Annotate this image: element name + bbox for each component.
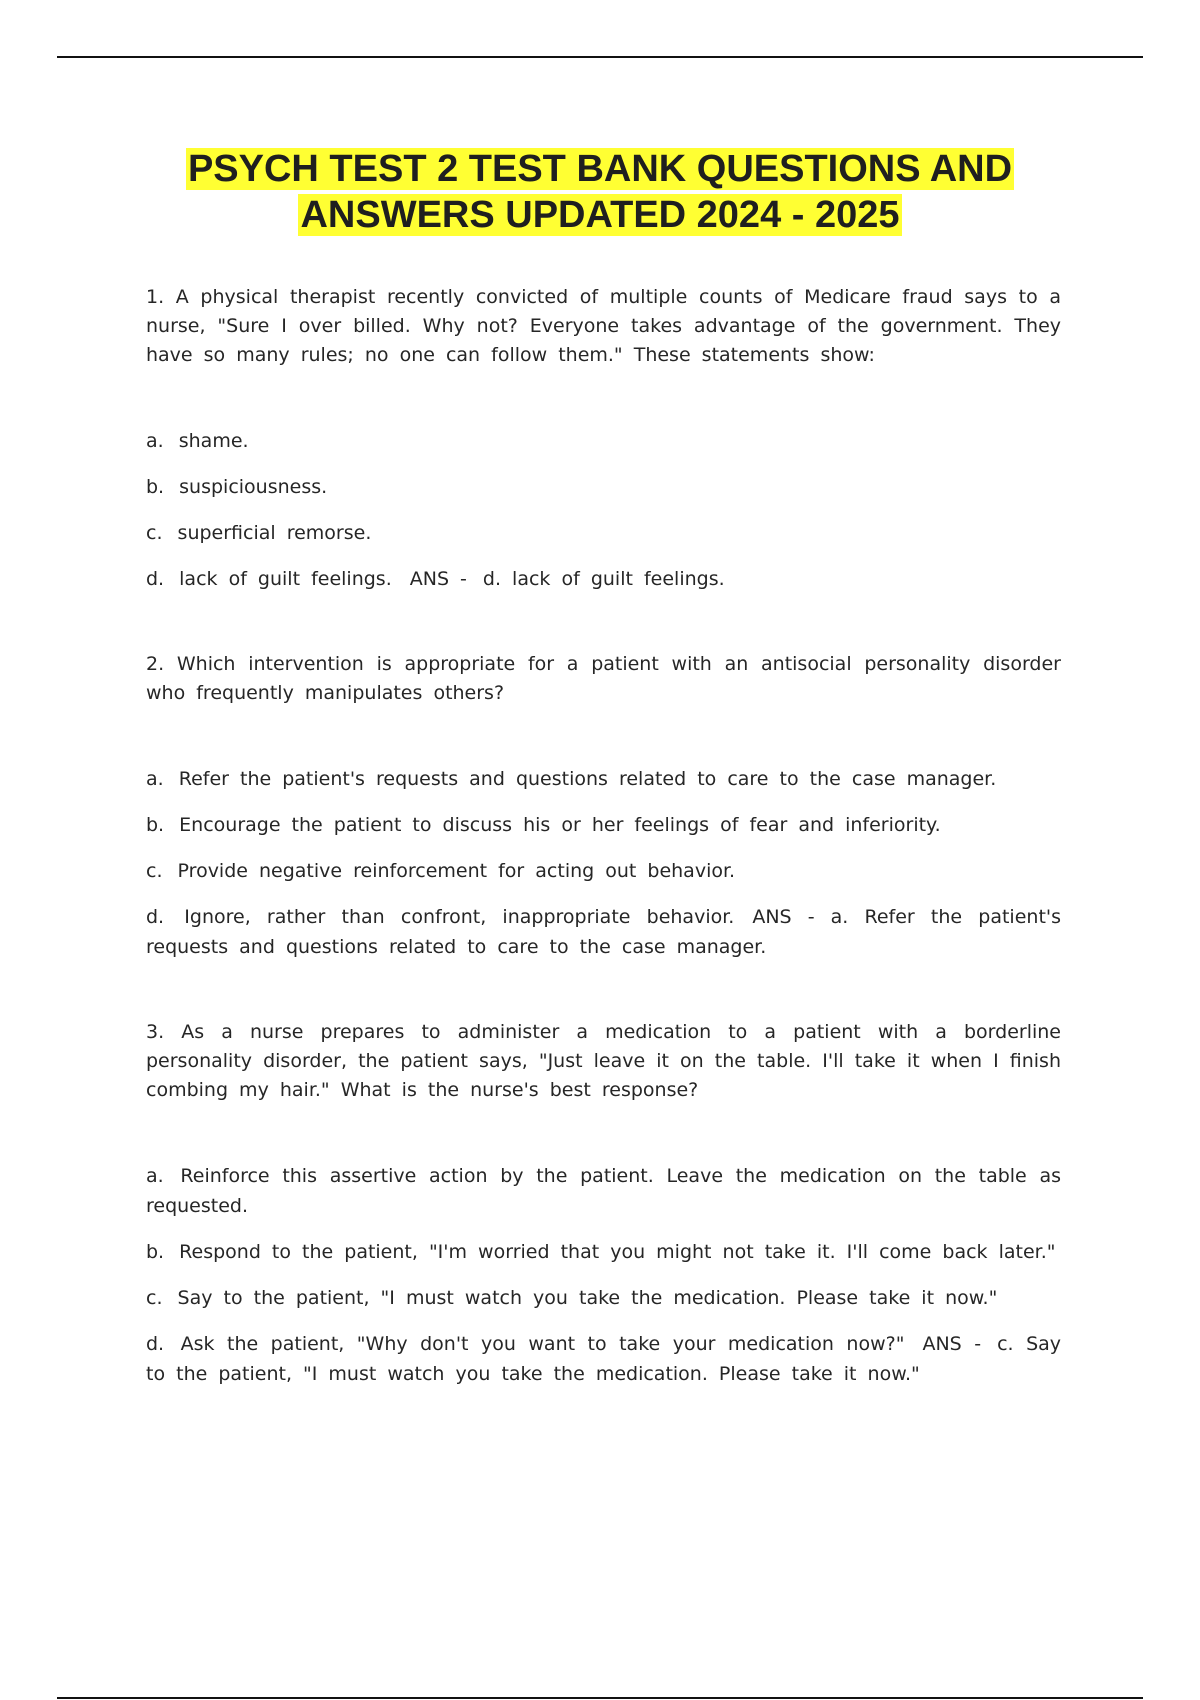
option-3c <box>146 1283 1061 1313</box>
question-block-2 <box>146 650 1061 962</box>
question-block-3 <box>146 1018 1061 1389</box>
option-text: Say to the patient, "I must watch you take the medication. Please take it now." <box>177 1287 998 1309</box>
answer-text: d. lack of guilt feelings. <box>482 568 725 590</box>
option-2b <box>146 810 1061 840</box>
answer-label: ANS - <box>922 1333 982 1355</box>
option-letter: a. <box>146 1165 164 1187</box>
option-text: Ask the patient, "Why don't you want to take your medication now?" <box>180 1333 905 1355</box>
question-block-1 <box>146 283 1061 594</box>
option-text: superficial remorse. <box>177 522 372 544</box>
option-letter: a. <box>146 430 164 452</box>
option-text: Respond to the patient, "I'm worried that you might not take it. I'll come back later." <box>179 1241 1056 1263</box>
answer-label: ANS - <box>752 906 815 928</box>
option-2c <box>146 856 1061 886</box>
option-text: shame. <box>178 430 249 452</box>
option-text: Ignore, rather than confront, inappropriate behavior. <box>184 906 735 928</box>
answer-1 <box>410 568 725 590</box>
title-line-2: ANSWERS UPDATED 2024 - 2025 <box>300 194 900 236</box>
option-3b <box>146 1237 1061 1267</box>
option-text: Reinforce this assertive action by the patient. Leave the medication on the table as requested. <box>146 1165 1061 1217</box>
question-list <box>146 283 1061 1445</box>
answer-label: ANS - <box>409 568 467 590</box>
option-2d <box>146 902 1061 962</box>
top-rule <box>57 56 1143 58</box>
question-text-1: 1. A physical therapist recently convicted of multiple counts of Medicare fraud says to a nurse, "Sure I over billed. Why not? Everyone takes advantage of the government. They have so many rules; no one can follow them." These statements show: <box>146 286 1061 366</box>
option-letter: d. <box>146 568 165 590</box>
option-letter: b. <box>146 814 165 836</box>
option-letter: c. <box>146 860 163 882</box>
options-list-1 <box>146 426 1061 594</box>
option-1a <box>146 426 1061 456</box>
option-1d <box>146 564 1061 594</box>
answer-text: c. Say to the patient, "I must watch you take the medication. Please take it now." <box>146 1333 1062 1385</box>
question-text-3: 3. As a nurse prepares to administer a medication to a patient with a borderline personality disorder, the patient says, "Just leave it on the table. I'll take it when I finish combing my hair." What is the nurse's best response? <box>146 1021 1061 1101</box>
option-text: Encourage the patient to discuss his or her feelings of fear and inferiority. <box>179 814 941 836</box>
option-text: lack of guilt feelings. <box>179 568 392 590</box>
question-text-2: 2. Which intervention is appropriate for a patient with an antisocial personality disorder who frequently manipulates others? <box>146 653 1061 704</box>
options-list-2 <box>146 764 1061 962</box>
option-text: suspiciousness. <box>179 476 328 498</box>
option-1b <box>146 472 1061 502</box>
option-2a <box>146 764 1061 794</box>
bottom-rule <box>57 1697 1143 1699</box>
option-letter: b. <box>146 476 165 498</box>
answer-text: a. Refer the patient's requests and questions related to care to the case manager. <box>146 906 1062 958</box>
page-title <box>0 146 1200 238</box>
option-letter: c. <box>146 1287 163 1309</box>
options-list-3 <box>146 1161 1061 1389</box>
option-text: Refer the patient's requests and questions related to care to the case manager. <box>178 768 997 790</box>
option-letter: d. <box>146 1333 165 1355</box>
option-text: Provide negative reinforcement for acting out behavior. <box>177 860 736 882</box>
option-letter: c. <box>146 522 163 544</box>
option-3d <box>146 1329 1061 1389</box>
option-3a <box>146 1161 1061 1221</box>
title-line-1: PSYCH TEST 2 TEST BANK QUESTIONS AND <box>187 148 1013 190</box>
option-letter: d. <box>146 906 165 928</box>
option-1c <box>146 518 1061 548</box>
option-letter: a. <box>146 768 164 790</box>
option-letter: b. <box>146 1241 165 1263</box>
